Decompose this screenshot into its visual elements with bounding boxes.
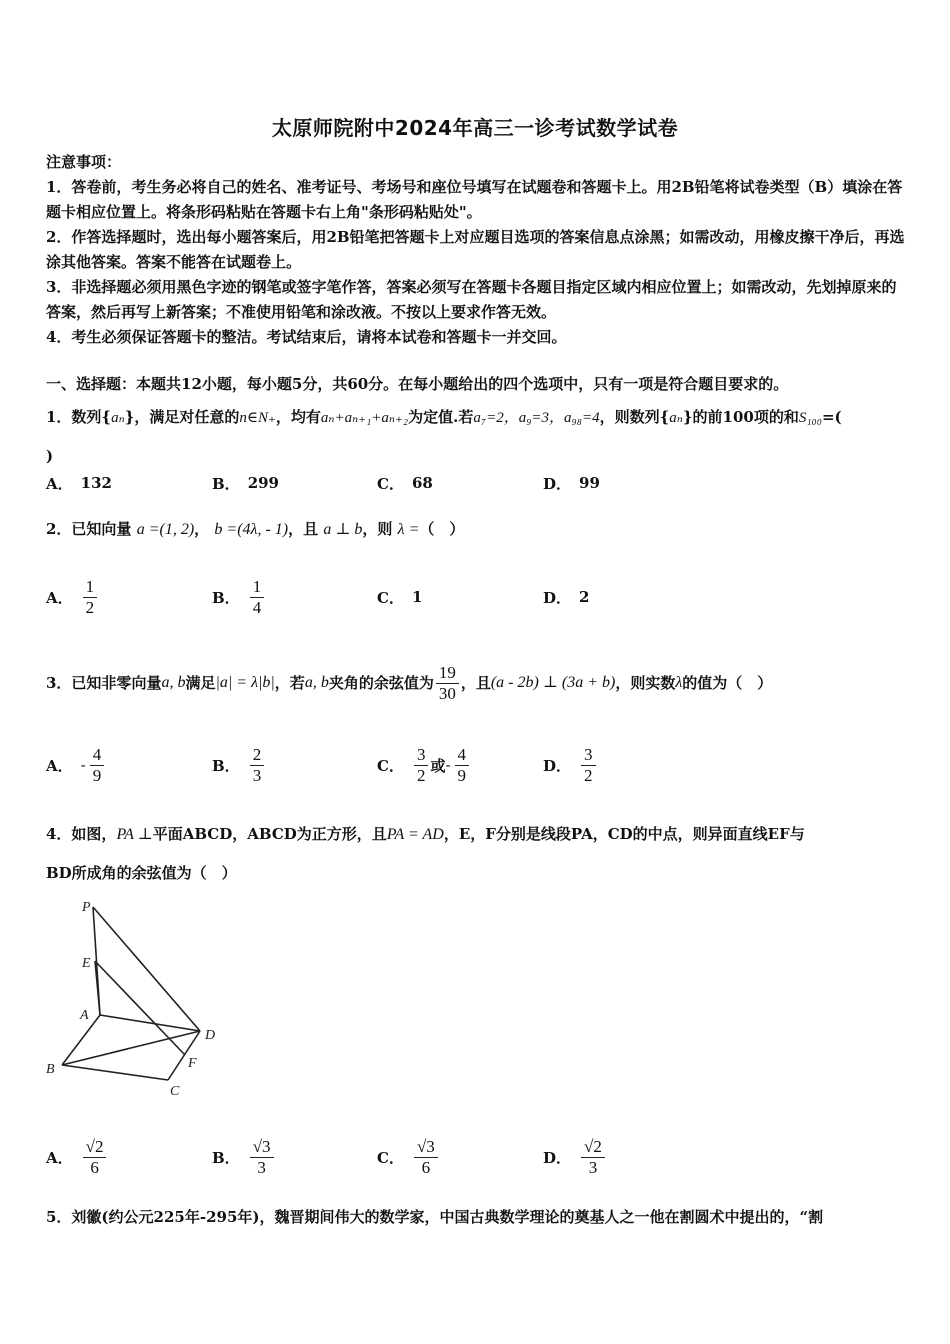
label-a: A: [80, 1008, 89, 1023]
label-b: B: [46, 1062, 55, 1077]
q2-option-d[interactable]: D． 2: [543, 588, 590, 607]
q1-text: }的前100项的和: [682, 408, 799, 426]
q1-option-d[interactable]: D． 99: [543, 474, 600, 493]
q2-options: [46, 567, 906, 627]
q3-text: 夹角的余弦值为: [328, 674, 434, 692]
notice-item: 1．答卷前，考生务必将自己的姓名、准考证号、考场号和座位号填写在试题卷和答题卡上。用2B铅笔将试卷类型（B）填涂在答题卡相应位置上。将条形码粘贴在答题卡右上角"条形码粘贴处"。: [46, 178, 903, 221]
edge-bc: [62, 1065, 168, 1080]
q2-text: ，且: [288, 520, 319, 538]
q3-condition: |a| = λ|b|: [215, 674, 275, 691]
q1-text: }，满足对任意的: [124, 408, 240, 426]
q3-option-b[interactable]: B． $\frac{2}{3}$: [212, 735, 266, 795]
q3-ab: a, b: [304, 674, 329, 691]
section-heading: 一、选择题：本题共12小题，每小题5分，共60分。在每小题给出的四个选项中，只有一项是符合题目要求的。: [46, 375, 789, 393]
q2-option-b[interactable]: B． $\frac{1}{4}$: [212, 567, 266, 627]
pyramid-figure: [40, 895, 230, 1110]
q1-options: [46, 463, 906, 503]
q4-options: [46, 1127, 906, 1187]
q3-options: [46, 735, 906, 795]
q2-text: 2．已知向量: [46, 520, 132, 538]
q1-n: n∈N₊: [239, 410, 276, 426]
label-d: D: [205, 1028, 216, 1043]
q1-expr: aₙ+aₙ₊₁+aₙ₊₂: [320, 410, 409, 426]
q3-option-c[interactable]: C． $\frac{3}{2}$ 或 - $\frac{4}{9}$: [377, 735, 471, 795]
q2-text: （ ）: [419, 520, 465, 538]
q1-text: ，则数列{: [599, 408, 670, 426]
q2-lambda: λ =: [397, 521, 420, 538]
q3-lambda: λ: [675, 674, 683, 691]
q2-vector-b: b =(4λ, - 1): [214, 521, 289, 538]
q4-option-a[interactable]: A． $\frac{√2}{6}$: [46, 1127, 108, 1187]
q2-vector-a: a =(1, 2): [136, 521, 195, 538]
question-4: [46, 815, 906, 892]
edge-ef: [95, 961, 185, 1055]
q2-text: ，: [194, 520, 210, 538]
notice-item: 3．非选择题必须用黑色字迹的钢笔或签字笔作答，答案必须写在答题卡各题目指定区域内相应位置上；如需改动，先划掉原来的答案，然后再写上新答案；不准使用铅笔和涂改液。不按以上要求作答无效。: [46, 278, 897, 321]
q3-text: 的值为（ ）: [682, 674, 773, 692]
q1-text: 为定值.若: [408, 408, 474, 426]
q3-ab: a, b: [161, 674, 186, 691]
page-title: 太原师院附中2024年高三一诊考试数学试卷: [271, 116, 679, 140]
label-f: F: [188, 1056, 197, 1071]
q4-text: ，E，F分别是线段PA，CD的中点，则异面直线EF与: [443, 825, 805, 843]
label-e: E: [82, 956, 91, 971]
question-3: [46, 652, 906, 714]
q1-option-a[interactable]: A． 132: [46, 474, 112, 493]
q4-option-b[interactable]: B． $\frac{√3}{3}$: [212, 1127, 276, 1187]
q4-pa-perp: PA ⊥: [116, 826, 153, 843]
q3-option-d[interactable]: D． $\frac{3}{2}$: [543, 735, 598, 795]
q3-text: ，若: [274, 674, 305, 692]
edge-pd: [93, 907, 200, 1031]
question-2: [46, 515, 906, 544]
q3-text: 满足: [185, 674, 216, 692]
q3-text: 3．已知非零向量: [46, 674, 162, 692]
q4-eq: PA = AD: [386, 826, 444, 843]
figure-edges: [62, 907, 200, 1080]
q1-text: ，均有: [275, 408, 321, 426]
q2-option-c[interactable]: C． 1: [377, 588, 423, 607]
q4-text: 平面ABCD，ABCD为正方形，且: [152, 825, 387, 843]
q3-perp: (a - 2b) ⊥ (3a + b): [490, 674, 616, 691]
notice-item: 2．作答选择题时，选出每小题答案后，用2B铅笔把答题卡上对应题目选项的答案信息点涂黑；如需改动，用橡皮擦干净后，再选涂其他答案。答案不能答在试题卷上。: [46, 228, 905, 271]
q1-given: a₇=2，a₉=3，a₉₈=4: [473, 410, 600, 426]
q3-option-a[interactable]: A． - $\frac{4}{9}$: [46, 735, 106, 795]
q1-s100: S₁₀₀: [798, 410, 822, 426]
q4-option-c[interactable]: C． $\frac{√3}{6}$: [377, 1127, 440, 1187]
q2-option-a[interactable]: A． $\frac{1}{2}$: [46, 567, 99, 627]
q1-text: 1．数列{: [46, 408, 112, 426]
q3-text: ，且: [460, 674, 491, 692]
q1-an: aₙ: [669, 410, 683, 426]
q4-option-d[interactable]: D． $\frac{√2}{3}$: [543, 1127, 607, 1187]
q2-text: ，则: [362, 520, 393, 538]
q1-close: ): [46, 447, 54, 465]
notice-heading: 注意事项：: [46, 153, 122, 171]
q4-text: 4．如图，: [46, 825, 117, 843]
q1-an: aₙ: [111, 410, 125, 426]
q1-text: =(: [821, 408, 842, 426]
label-p: P: [82, 900, 91, 915]
q1-option-c[interactable]: C． 68: [377, 474, 433, 493]
question-5: 5．刘徽(约公元225年-295年)，魏晋期间伟大的数学家，中国古典数学理论的奠基人之一他在割圆术中提出的，“割: [46, 1208, 824, 1226]
q3-cos-fraction: $\frac{19}{30}$: [436, 663, 459, 704]
q2-perp: a ⊥ b: [323, 521, 363, 538]
label-c: C: [170, 1084, 180, 1099]
notice-section: [46, 150, 906, 350]
q1-option-b[interactable]: B． 299: [212, 474, 279, 493]
q4-text: BD所成角的余弦值为（ ）: [46, 864, 237, 882]
notice-item: 4．考生必须保证答题卡的整洁。考试结束后，请将本试卷和答题卡一并交回。: [46, 328, 567, 346]
q3-text: ，则实数: [615, 674, 676, 692]
